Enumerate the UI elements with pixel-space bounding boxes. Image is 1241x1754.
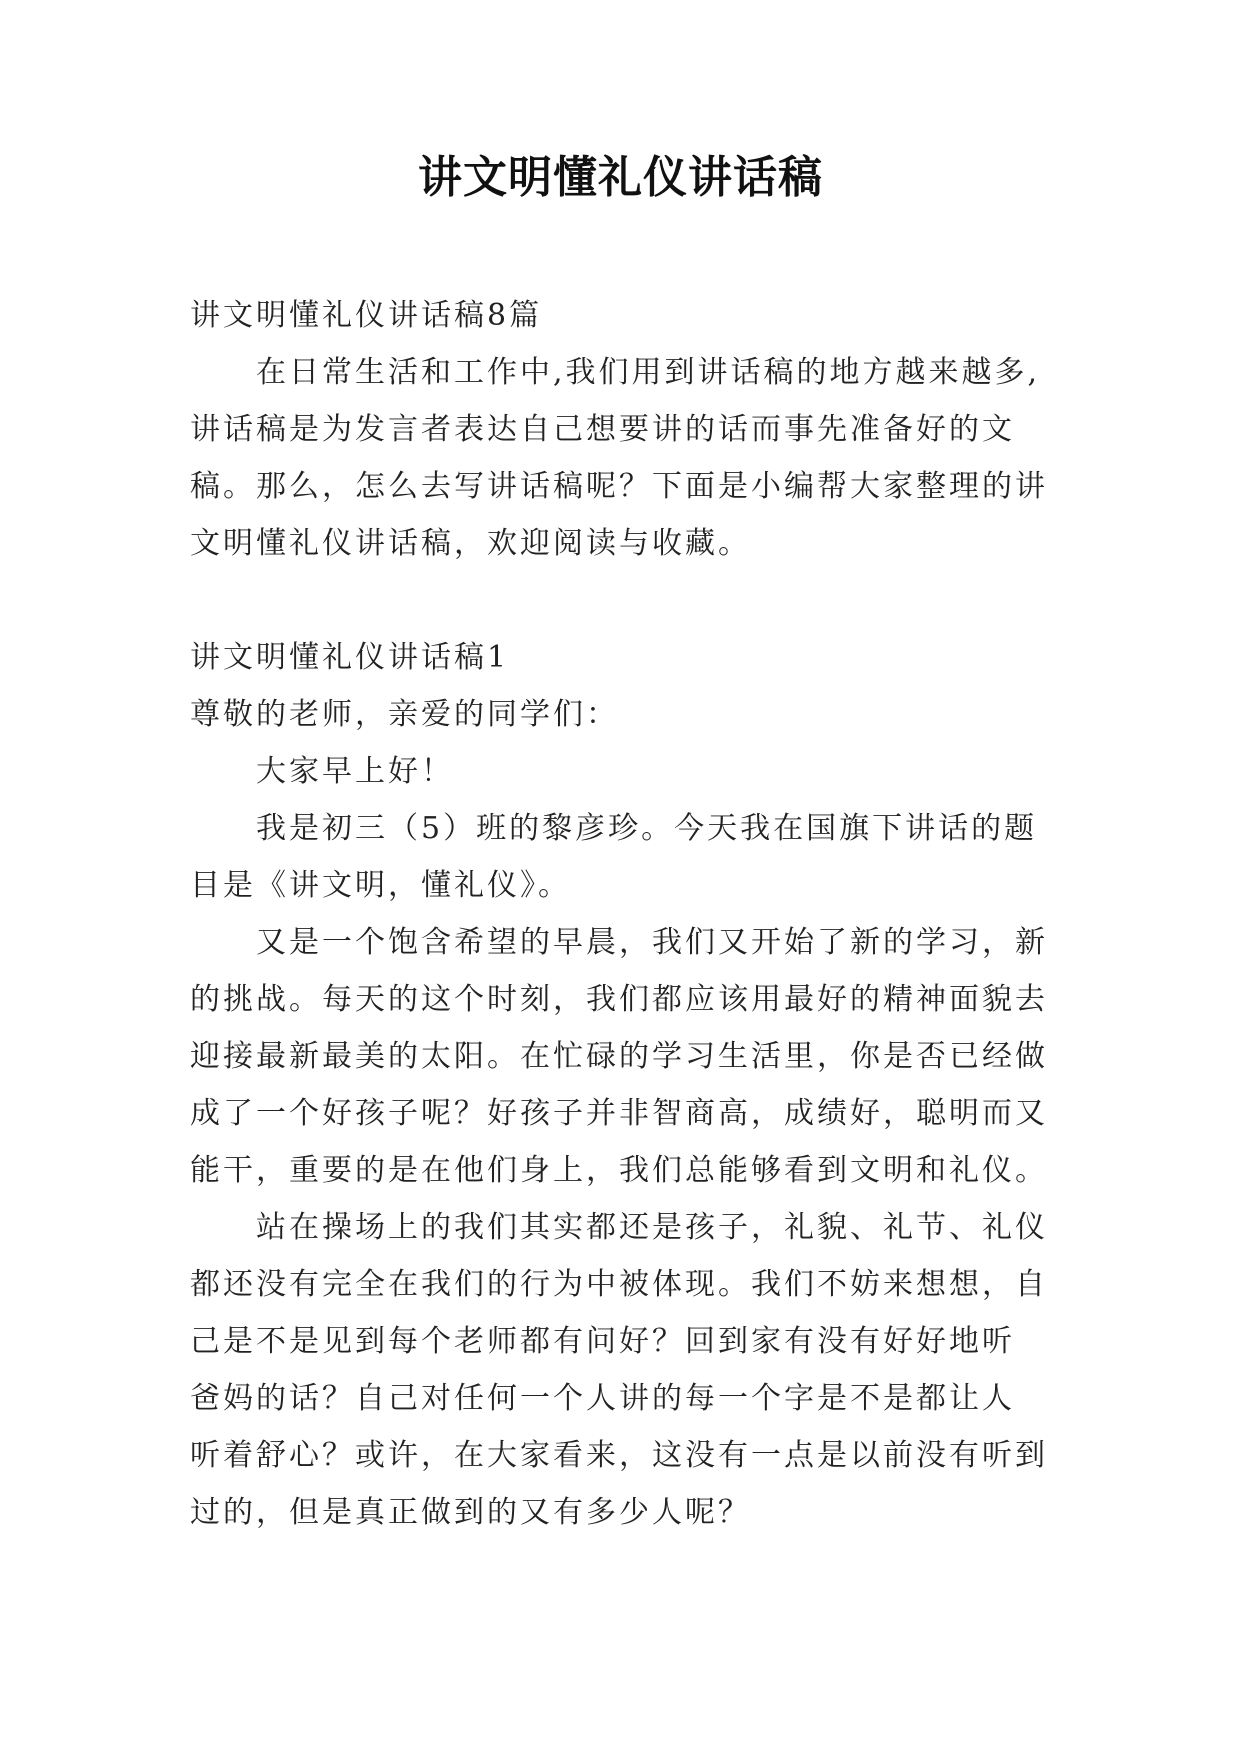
- speech-paragraph-3: [190, 1199, 1050, 1541]
- salutation: 尊敬的老师，亲爱的同学们：: [190, 697, 619, 732]
- paragraph-spacer: [190, 572, 1050, 629]
- paragraph-line: 稿。那么，怎么去写讲话稿呢？下面是小编帮大家整理的讲: [190, 469, 1048, 504]
- paragraph-line: 迎接最新最美的太阳。在忙碌的学习生活里，你是否已经做: [190, 1039, 1048, 1074]
- paragraph-line: 站在操场上的我们其实都还是孩子，礼貌、礼节、礼仪: [256, 1210, 1048, 1245]
- paragraph-line: 又是一个饱含希望的早晨，我们又开始了新的学习，新: [256, 925, 1048, 960]
- document-body: [190, 287, 1050, 1541]
- paragraph-line: 在日常生活和工作中,我们用到讲话稿的地方越来越多,: [256, 355, 1041, 390]
- paragraph-line: 的挑战。每天的这个时刻，我们都应该用最好的精神面貌去: [190, 982, 1048, 1017]
- paragraph-line: 能干，重要的是在他们身上，我们总能够看到文明和礼仪。: [190, 1153, 1048, 1188]
- paragraph-line: 都还没有完全在我们的行为中被体现。我们不妨来想想，自: [190, 1267, 1048, 1302]
- paragraph-line: 目是《讲文明，懂礼仪》。: [190, 868, 571, 903]
- paragraph-line: 成了一个好孩子呢？好孩子并非智商高，成绩好，聪明而又: [190, 1096, 1048, 1131]
- intro-paragraph: [190, 344, 1050, 572]
- paragraph-line: 过的，但是真正做到的又有多少人呢？: [190, 1495, 751, 1530]
- paragraph-line: 讲话稿是为发言者表达自己想要讲的话而事先准备好的文: [190, 412, 1015, 447]
- paragraph-line: 文明懂礼仪讲话稿，欢迎阅读与收藏。: [190, 526, 751, 561]
- paragraph-line: 我是初三（5）班的黎彦珍。今天我在国旗下讲话的题: [256, 811, 1038, 846]
- document-title: 讲文明懂礼仪讲话稿: [418, 152, 823, 203]
- paragraph-line: 爸妈的话？自己对任何一个人讲的每一个字是不是都让人: [190, 1381, 1015, 1416]
- section-heading: 讲文明懂礼仪讲话稿1: [190, 640, 510, 675]
- speech-paragraph-1: [190, 800, 1050, 914]
- subtitle: 讲文明懂礼仪讲话稿8篇: [190, 298, 543, 333]
- speech-paragraph-2: [190, 914, 1050, 1199]
- paragraph-line: 听着舒心？或许，在大家看来，这没有一点是以前没有听到: [190, 1438, 1048, 1473]
- greeting: 大家早上好！: [256, 754, 454, 789]
- paragraph-line: 己是不是见到每个老师都有问好？回到家有没有好好地听: [190, 1324, 1015, 1359]
